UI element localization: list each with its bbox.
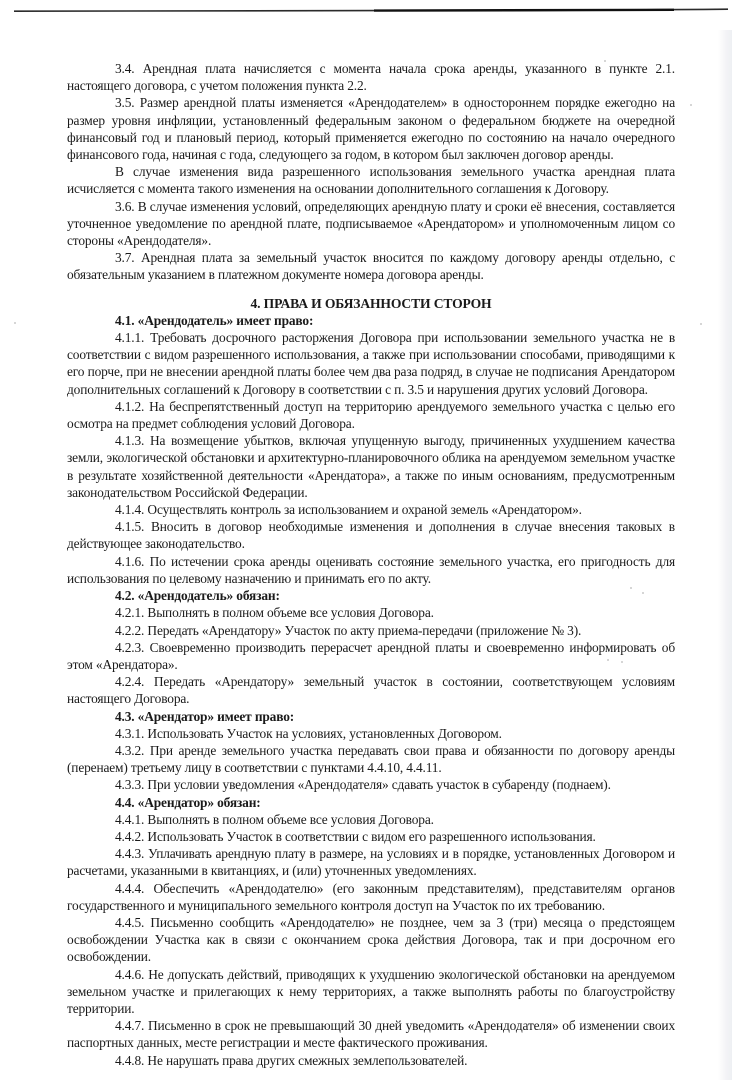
paragraph-3-4: 3.4. Арендная плата начисляется с момента начала срока аренды, указанного в пункте 2.1. настоящего договора, с учетом положения пункта 2.2. — [67, 61, 675, 94]
clause-4-4-7: 4.4.7. Письменно в срок не превышающий 30 дней уведомить «Арендодателя» об изменении своих паспортных данных, месте регистрации и месте фактического проживания. — [67, 1018, 675, 1051]
scan-right-edge-shadow — [718, 30, 732, 1080]
paragraph-3-5: 3.5. Размер арендной платы изменяется «Арендодателем» в одностороннем порядке ежегодно на размер уровня инфляции, установленный федеральным законом о федеральном бюджете на очередной финансовый год и плановый период, который применяется ежегодно по состоянию на начало очередного финансового года, начиная с года, следующего за годом, в котором был заключен договор аренды. — [67, 95, 675, 163]
scan-speckle — [700, 323, 702, 325]
paragraph-3-7: 3.7. Арендная плата за земельный участок вносится по каждому договору аренды отдельно, с обязательным указанием в платежном документе номера договора аренды. — [67, 250, 675, 283]
clause-4-2-4: 4.2.4. Передать «Арендатору» земельный участок в состоянии, соответствующем условиям настоящего Договора. — [67, 674, 675, 707]
document-page — [67, 60, 675, 1069]
clause-4-2-2: 4.2.2. Передать «Арендатору» Участок по акту приема-передачи (приложение № 3). — [115, 622, 582, 638]
scan-speckle — [14, 322, 16, 324]
paragraph-3-6: 3.6. В случае изменения условий, определяющих арендную плату и сроки её внесения, составляется уточненное уведомление по арендной плате, подписываемое «Арендатором» и уполномоченным лицом со стороны «Арендодателя». — [67, 198, 675, 249]
section-4-title: 4. ПРАВА И ОБЯЗАННОСТИ СТОРОН — [250, 295, 492, 311]
subsection-4-2-heading: 4.2. «Арендодатель» обязан: — [115, 588, 280, 604]
clause-4-4-6: 4.4.6. Не допускать действий, приводящих к ухудшению экологической обстановки на арендуемом земельном участке и прилегающих к нему территориях, а также выполнять работы по благоустройству территории. — [67, 966, 675, 1016]
clause-4-2-1: 4.2.1. Выполнять в полном объеме все условия Договора. — [115, 605, 434, 621]
subsection-4-4-heading: 4.4. «Арендатор» обязан: — [115, 794, 261, 810]
clause-4-4-1: 4.4.1. Выполнять в полном объеме все условия Договора. — [115, 811, 434, 827]
clause-4-1-6: 4.1.6. По истечении срока аренды оценивать состояние земельного участка, его пригодность для использования по целевому назначению и принимать его по акту. — [67, 553, 675, 586]
subsection-4-1-heading: 4.1. «Арендодатель» имеет право: — [115, 312, 314, 328]
clause-4-4-5: 4.4.5. Письменно сообщить «Арендодателю» не позднее, чем за 3 (три) месяца о предстоящем освобождении Участка как в связи с окончанием срока действия Договора, так и при досрочном его освобождении. — [67, 914, 675, 965]
paragraph-3-5-note: В случае изменения вида разрешенного использования земельного участка арендная плата исчисляется с момента такого изменения на основании дополнительного соглашения к Договору. — [67, 164, 675, 197]
clause-4-1-1: 4.1.1. Требовать досрочного расторжения Договора при использовании земельного участка не в соответствии с видом разрешенного использования, а также при использовании способами, приводящими к его порче, при не внесении арендной платы более чем два раза подряд, в случае не подписания Арендатором дополнительных соглашений к Договору в соответствии с п. 3.5 и нарушения других условий Договора. — [67, 330, 675, 397]
clause-4-3-2: 4.3.2. При аренде земельного участка передавать свои права и обязанности по договору аренды (перенаем) третьему лицу в соответствии с пунктами 4.4.10, 4.4.11. — [67, 742, 675, 776]
subsection-4-3-heading: 4.3. «Арендатор» имеет право: — [115, 708, 295, 724]
clause-4-1-4: 4.1.4. Осуществлять контроль за использованием и охраной земель «Арендатором». — [115, 502, 582, 518]
clause-4-3-1: 4.3.1. Использовать Участок на условиях, установленных Договором. — [115, 725, 502, 741]
clause-4-4-3: 4.4.3. Уплачивать арендную плату в размере, на условиях и в порядке, установленных Договором и расчетами, указанными в квитанциях, и (или) уточненных уведомлениях. — [67, 846, 675, 879]
clause-4-4-4: 4.4.4. Обеспечить «Арендодателю» (его законным представителям), представителям органов государственного и муниципального земельного контроля доступ на Участок по их требованию. — [67, 880, 675, 913]
scan-top-edge-line — [14, 8, 728, 12]
clause-4-4-2: 4.4.2. Использовать Участок в соответствии с видом его разрешенного использования. — [115, 828, 596, 844]
clause-4-3-3: 4.3.3. При условии уведомления «Арендодателя» сдавать участок в субаренду (поднаем). — [115, 777, 611, 793]
clause-4-2-3: 4.2.3. Своевременно производить перерасчет арендной платы и своевременно информировать об этом «Арендатора». — [67, 639, 675, 672]
clause-4-1-2: 4.1.2. На беспрепятственный доступ на территорию арендуемого земельного участка с целью его осмотра на предмет соблюдения условий Договора. — [67, 398, 675, 432]
clause-4-4-8: 4.4.8. Не нарушать права других смежных землепользователей. — [115, 1052, 468, 1068]
clause-4-1-5: 4.1.5. Вносить в договор необходимые изменения и дополнения в случае внесения таковых в действующее законодательство. — [67, 519, 675, 552]
scan-speckle — [690, 104, 692, 106]
clause-4-1-3: 4.1.3. На возмещение убытков, включая упущенную выгоду, причиненных ухудшением качества земли, экологической обстановки и архитектурно-планировочного облика на арендуемом земельном участке в результате хозяйственной деятельности «Арендатора», а также по иным основаниям, предусмотренным законодательством Российской Федерации. — [67, 433, 675, 500]
